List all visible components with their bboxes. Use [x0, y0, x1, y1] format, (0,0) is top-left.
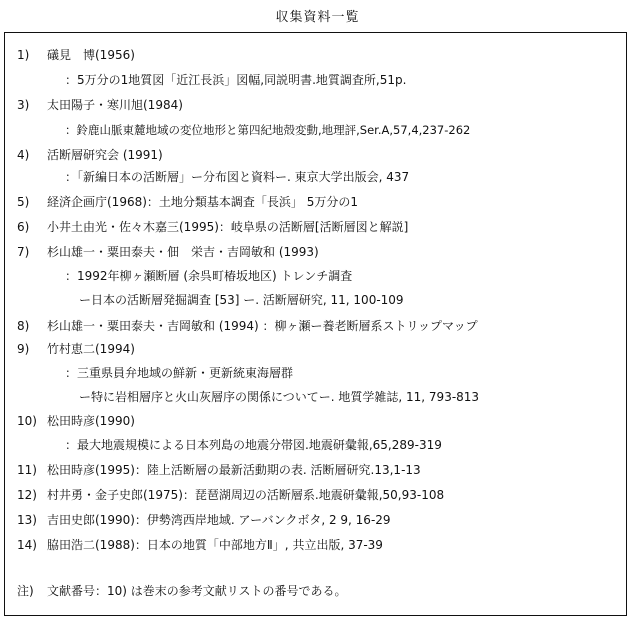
ref-citation: 活断層研究会 (1991) [47, 148, 163, 162]
ref-citation: 村井勇・金子史郎(1975)：琵琶湖周辺の活断層系.地震研彙報,50,93-108 [47, 488, 445, 502]
ref-number: 9) [17, 342, 30, 356]
ref-number: 6) [17, 220, 30, 234]
ref-number: 14) [17, 538, 37, 552]
ref-citation: ：鈴鹿山脈東麓地域の変位地形と第四紀地殻変動,地理評,Ser.A,57,4,237-262 [65, 123, 471, 137]
ref-number: 11) [17, 463, 37, 477]
ref-citation: ：5万分の1地質図「近江長浜」図幅,同説明書.地質調査所,51p. [65, 73, 407, 87]
ref-citation: 松田時彦(1995)：陸上活断層の最新活動期の表. 活断層研究.13,1-13 [47, 463, 421, 477]
ref-citation: 経済企画庁(1968)：土地分類基本調査「長浜」 5万分の1 [47, 195, 358, 209]
ref-number: 1) [17, 48, 30, 62]
ref-citation: 脇田浩二(1988)：日本の地質「中部地方Ⅱ」, 共立出版, 37-39 [47, 538, 383, 552]
ref-number: 12) [17, 488, 37, 502]
ref-citation: 竹村恵二(1994) [47, 342, 135, 356]
ref-citation: 杉山雄一・粟田泰夫・吉岡敏和 (1994) ：柳ヶ瀬ー養老断層系ストリップマップ [47, 319, 478, 333]
ref-number: 10) [17, 414, 37, 428]
ref-number: 5) [17, 195, 30, 209]
ref-citation: ー日本の活断層発掘調査 [53] ー. 活断層研究, 11, 100-109 [79, 293, 404, 307]
ref-number: 3) [17, 98, 30, 112]
ref-citation: 松田時彦(1990) [47, 414, 135, 428]
ref-citation: ：1992年柳ヶ瀬断層 (余呉町椿坂地区) トレンチ調査 [65, 269, 353, 283]
ref-citation: ：「新編日本の活断層」ー分布図と資料ー. 東京大学出版会, 437 [65, 170, 410, 184]
ref-number: 4) [17, 148, 30, 162]
document-title: 収集資料一覧 [275, 10, 360, 25]
ref-citation: 礒見 博(1956) [47, 48, 135, 62]
ref-number: 13) [17, 513, 37, 527]
ref-citation: 杉山雄一・粟田泰夫・佃 栄吉・吉岡敏和 (1993) [47, 245, 319, 259]
ref-number: 7) [17, 245, 30, 259]
note-label: 注) [17, 584, 34, 598]
ref-citation: ：三重県員弁地域の鮮新・更新統東海層群 [65, 366, 294, 380]
ref-citation: 太田陽子・寒川旭(1984) [47, 98, 183, 112]
ref-citation: 吉田史郎(1990)：伊勢湾西岸地域. アーバンクボタ, 2 9, 16-29 [47, 513, 391, 527]
ref-number: 8) [17, 319, 30, 333]
note-text: 文献番号：10) は巻末の参考文献リストの番号である。 [47, 584, 347, 598]
ref-citation: ：最大地震規模による日本列島の地震分帯図.地震研彙報,65,289-319 [65, 438, 442, 452]
ref-citation: ー特に岩相層序と火山灰層序の関係についてー. 地質学雑誌, 11, 793-813 [79, 390, 480, 404]
ref-citation: 小井土由光・佐々木嘉三(1995)：岐阜県の活断層[活断層図と解説] [47, 220, 409, 234]
